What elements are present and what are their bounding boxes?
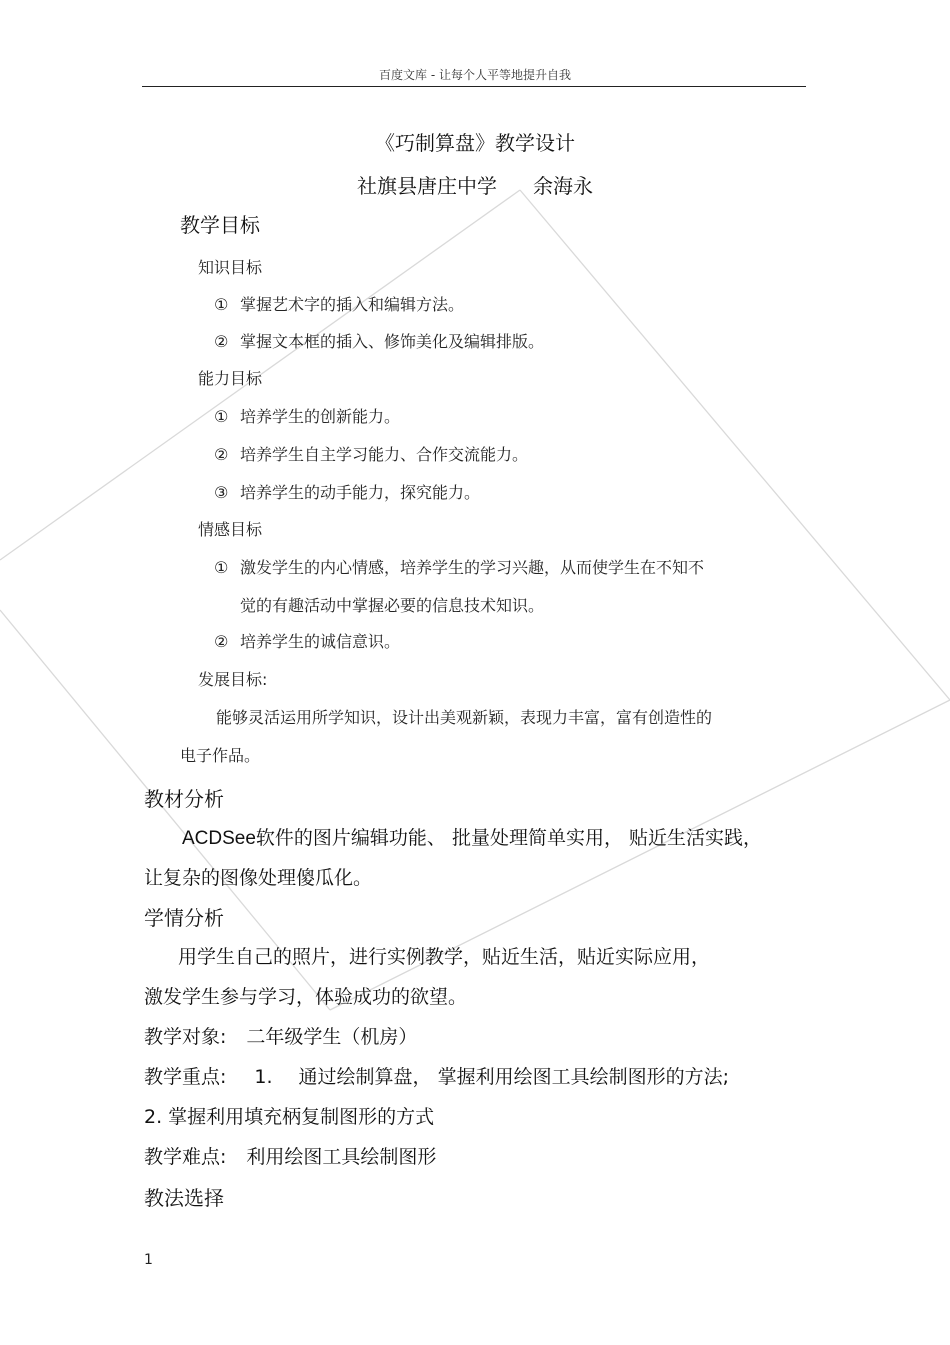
teaching-target: [144, 1022, 417, 1049]
target-value: 二年级学生（机房）: [246, 1026, 418, 1048]
item-text: 培养学生自主学习能力、合作交流能力。: [240, 445, 529, 464]
document-title: 《巧制算盘》教学设计: [375, 131, 575, 155]
students-text-line-1: 用学生自己的照片，进行实例教学，贴近生活，贴近实际应用，: [178, 946, 711, 968]
item-text: 激发学生的内心情感，培养学生的学习兴趣，从而使学生在不知不: [240, 558, 705, 577]
item-text: 培养学生的诚信意识。: [240, 632, 401, 651]
author-school: 社旗县唐庄中学: [357, 174, 497, 198]
knowledge-item-2: [214, 329, 544, 352]
emotion-label: 情感目标: [198, 520, 263, 539]
item-text: 掌握文本框的插入、修饰美化及编辑排版。: [240, 332, 545, 351]
item-text: 培养学生的动手能力，探究能力。: [240, 483, 481, 502]
emotion-item-2: [214, 629, 400, 652]
ability-label: 能力目标: [198, 369, 263, 388]
ability-item-1: [214, 404, 400, 427]
development-label: 发展目标:: [198, 670, 268, 689]
item-text: 培养学生的创新能力。: [240, 407, 401, 426]
target-label: 教学对象:: [144, 1026, 227, 1048]
header-divider: [142, 86, 806, 87]
item-number: ①: [214, 407, 229, 426]
software-name: ACDSee: [182, 828, 256, 849]
students-heading: 学情分析: [144, 906, 224, 930]
focus-item-2: 2. 掌握利用填充柄复制图形的方式: [144, 1106, 435, 1128]
knowledge-item-1: [214, 292, 464, 315]
item-number: ①: [214, 295, 229, 314]
development-text-line-1: 能够灵活运用所学知识，设计出美观新颖，表现力丰富，富有创造性的: [216, 708, 713, 727]
item-number: ②: [214, 445, 229, 464]
focus-label: 教学重点:: [144, 1066, 227, 1088]
difficulty-value: 利用绘图工具绘制图形: [246, 1146, 437, 1168]
item-number: ③: [214, 483, 229, 502]
item-number: ②: [214, 332, 229, 351]
item-number: ②: [214, 632, 229, 651]
page-number: 1: [144, 1252, 153, 1268]
method-heading: 教法选择: [144, 1186, 224, 1210]
item-number: ①: [214, 558, 229, 577]
author-line: [0, 170, 950, 199]
knowledge-label: 知识目标: [198, 258, 263, 277]
ability-item-3: [214, 480, 480, 503]
objectives-heading: 教学目标: [180, 213, 260, 237]
material-text: 软件的图片编辑功能、 批量处理简单实用， 贴近生活实践，: [255, 827, 763, 849]
development-text-line-2: 电子作品。: [180, 746, 261, 765]
emotion-item-1-continued: 觉的有趣活动中掌握必要的信息技术知识。: [240, 596, 545, 615]
focus-number-1: 1.: [254, 1066, 273, 1088]
page-header: 百度文库 - 让每个人平等地提升自我: [379, 68, 571, 82]
difficulty-label: 教学难点:: [144, 1146, 227, 1168]
teaching-focus: [144, 1062, 729, 1089]
author-name: 余海永: [533, 174, 593, 198]
material-text-line-2: 让复杂的图像处理傻瓜化。: [144, 867, 373, 889]
item-text: 掌握艺术字的插入和编辑方法。: [240, 295, 465, 314]
material-text-line-1: [182, 823, 762, 850]
ability-item-2: [214, 442, 528, 465]
material-heading: 教材分析: [144, 787, 224, 811]
emotion-item-1: [214, 555, 704, 578]
focus-item-1: 通过绘制算盘， 掌握利用绘图工具绘制图形的方法;: [298, 1066, 729, 1088]
students-text-line-2: 激发学生参与学习，体验成功的欲望。: [144, 986, 468, 1008]
teaching-difficulty: [144, 1142, 436, 1169]
